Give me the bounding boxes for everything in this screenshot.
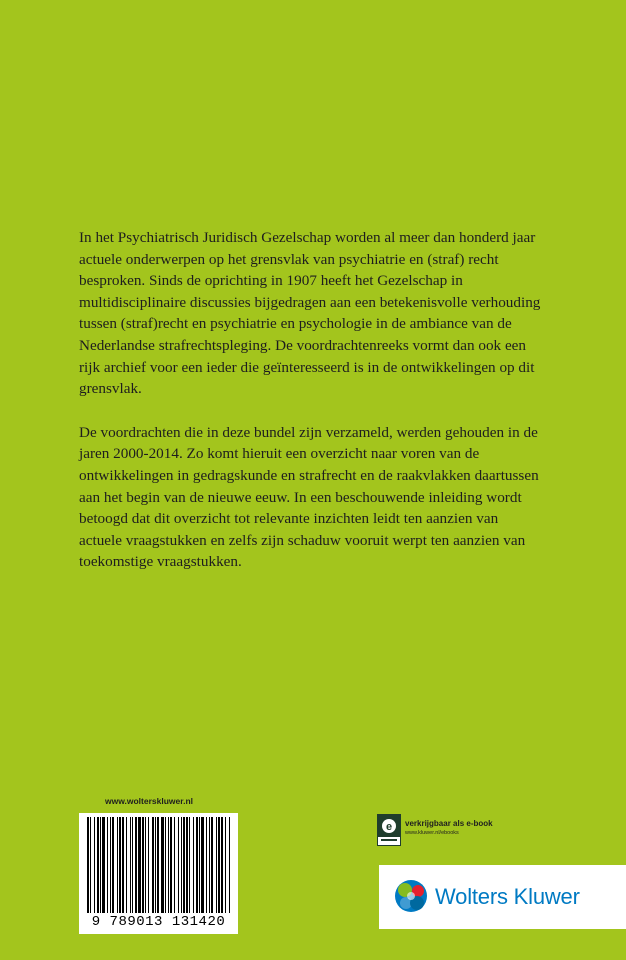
publisher-logo	[379, 865, 626, 929]
svg-text:e: e	[385, 821, 393, 833]
isbn-number: 9 789013 131420	[91, 914, 226, 930]
wolters-kluwer-wordmark: Wolters Kluwer	[435, 884, 580, 909]
blurb-paragraph-1: In het Psychiatrisch Juridisch Gezelschap worden al meer dan honderd jaar actuele onderwerpen op het grensvlak van psychiatrie en (straf) recht besproken. Sinds de oprichting in 1907 heeft het Gezelschap in multidisciplinaire discussies bijgedragen aan een betekenisvolle verhouding tussen (straf)recht en psychiatrie en psychologie in de ambiance van de Nederlandse strafrechtspleging. De voordrachtenreeks vormt dan ook een rijk archief voor een ieder die geïnteresseerd is in de ontwikkelingen op dit grensvlak.	[79, 229, 541, 398]
ebook-e-icon	[377, 814, 401, 846]
ebook-badge-url: www.kluwer.nl/ebooks	[405, 830, 459, 836]
publisher-url: www.wolterskluwer.nl	[105, 796, 194, 806]
back-cover-blurb	[79, 227, 544, 573]
blurb-paragraph-2: De voordrachten die in deze bundel zijn verzameld, werden gehouden in de jaren 2000-2014. Zo komt hieruit een overzicht naar voren van de ontwikkelingen in gedragskunde en strafrecht en de raakvlakken daartussen aan het begin van de nieuwe eeuw. In een beschouwende inleiding wordt betoogd dat dit overzicht tot relevante inzichten leidt ten aanzien van actuele vraagstukken en zelfs zijn schaduw vooruit werpt ten aanzien van toekomstige vraagstukken.	[79, 423, 539, 571]
isbn-barcode	[79, 813, 238, 934]
wolters-kluwer-globe-icon	[394, 879, 428, 913]
ebook-badge	[377, 814, 527, 850]
ebook-badge-title: verkrijgbaar als e-book	[405, 819, 493, 828]
